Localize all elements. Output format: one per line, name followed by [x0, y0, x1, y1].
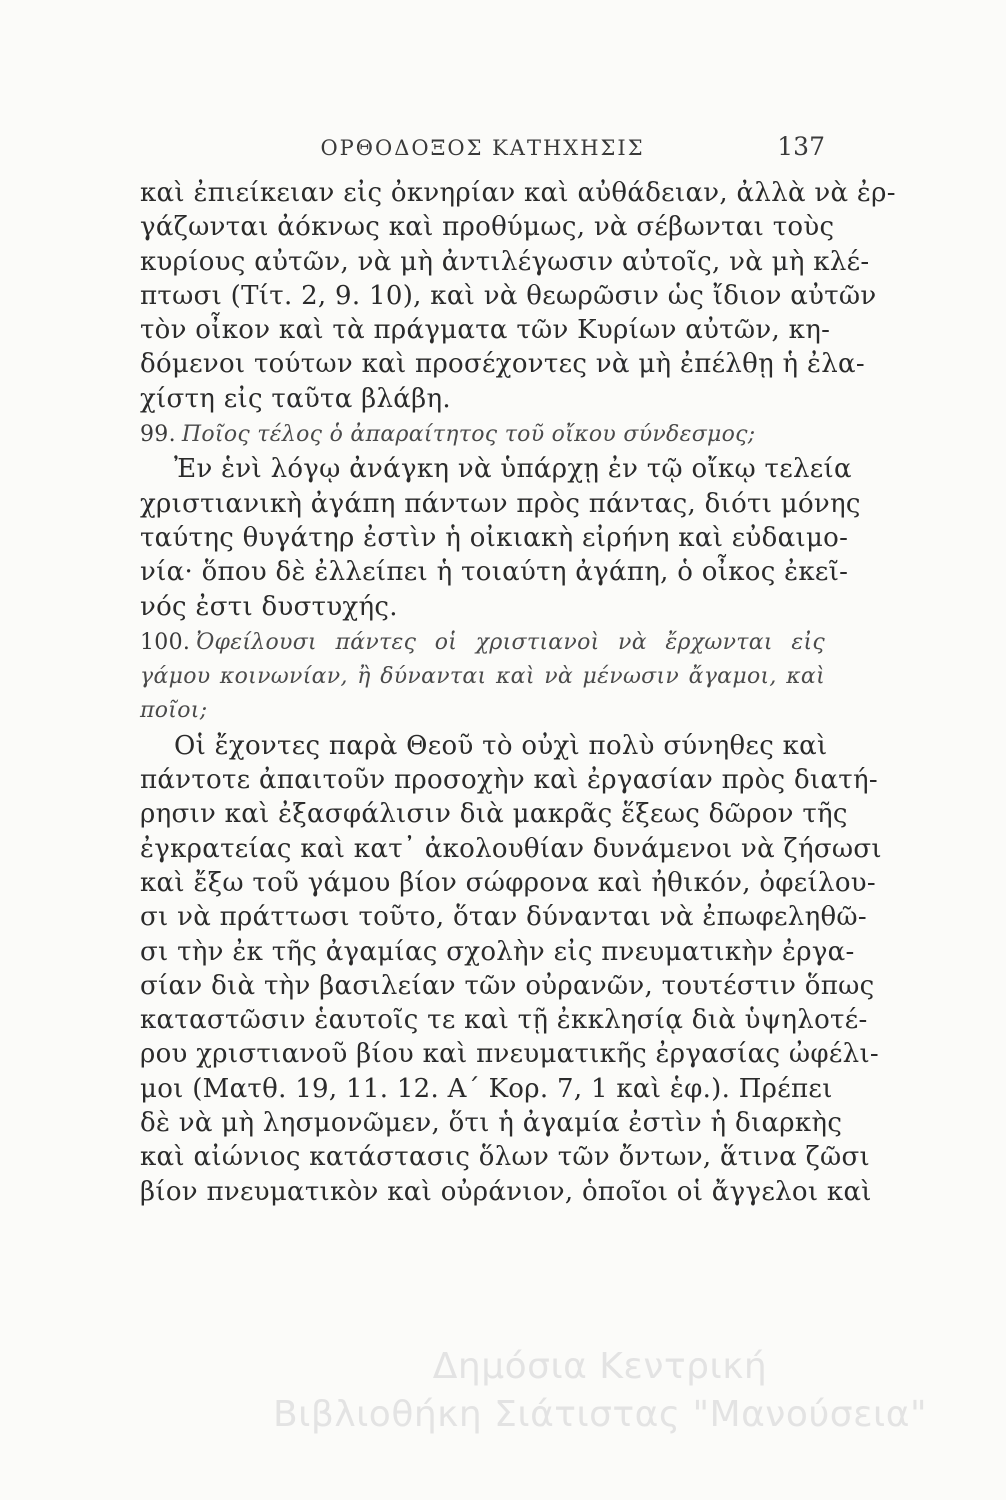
question-100 [140, 624, 825, 660]
answer-line: δὲ νὰ μὴ λησμονῶμεν, ὅτι ἡ ἀγαμία ἐστὶν ἡ διαρκὴς [140, 1108, 843, 1139]
running-title: ΟΡΘΟΔΟΞΟΣ ΚΑΤΗΧΗΣΙΣ [320, 136, 645, 160]
answer-line: Ἐν ἑνὶ λόγῳ ἀνάγκη νὰ ὑπάρχῃ ἐν τῷ οἴκῳ τελεία [174, 454, 852, 485]
answer-line: νός ἐστι δυστυχής. [140, 591, 398, 622]
question-text: γάμου κοινωνίαν, ἢ δύνανται καὶ νὰ μένωσιν ἄγαμοι, καὶ [140, 664, 825, 690]
answer-line: ρου χριστιανοῦ βίου καὶ πνευματικῆς ἐργασίας ὠφέλι- [140, 1039, 880, 1070]
question-99 [140, 416, 825, 452]
answer-line: σι τὴν ἐκ τῆς ἀγαμίας σχολὴν εἰς πνευματικὴν ἐργα- [140, 936, 855, 967]
answer-line: πάντοτε ἀπαιτοῦν προσοχὴν καὶ ἐργασίαν πρὸς διατή- [140, 765, 878, 796]
text-line: κυρίους αὐτῶν, νὰ μὴ ἀντιλέγωσιν αὐτοῖς, νὰ μὴ κλέ- [140, 246, 870, 277]
text-line: γάζωνται ἀόκνως καὶ προθύμως, νὰ σέβωνται τοὺς [140, 212, 835, 243]
answer-line: καὶ αἰώνιος κατάστασις ὅλων τῶν ὄντων, ἅτινα ζῶσι [140, 1142, 871, 1173]
answer-line: καταστῶσιν ἑαυτοῖς τε καὶ τῇ ἐκκλησίᾳ διὰ ὑψηλοτέ- [140, 1005, 868, 1036]
answer-line: σίαν διὰ τὴν βασιλείαν τῶν οὐρανῶν, τουτέστιν ὅπως [140, 970, 875, 1001]
answer-line: ἐγκρατείας καὶ κατ᾽ ἀκολουθίαν δυνάμενοι νὰ ζήσωσι [140, 833, 882, 864]
library-watermark-line-2: Βιβλιοθήκη Σιάτιστας "Μανούσεια" [272, 1394, 928, 1435]
page-header [140, 128, 825, 168]
page-number: 137 [777, 132, 825, 161]
question-number: 100. [140, 629, 191, 655]
answer-line: ταύτης θυγάτηρ ἐστὶν ἡ οἰκιακὴ εἰρήνη καὶ εὐδαιμο- [140, 522, 849, 553]
text-line: πτωσι (Τίτ. 2, 9. 10), καὶ νὰ θεωρῶσιν ὡς ἴδιον αὐτῶν [140, 280, 877, 311]
answer-line: Οἱ ἔχοντες παρὰ Θεοῦ τὸ οὐχὶ πολὺ σύνηθες καὶ [174, 730, 828, 761]
answer-line: ρησιν καὶ ἐξασφάλισιν διὰ μακρᾶς ἕξεως δῶρον τῆς [140, 799, 848, 830]
question-number: 99. [140, 422, 176, 448]
text-line: δόμενοι τούτων καὶ προσέχοντες νὰ μὴ ἐπέλθῃ ἡ ἐλα- [140, 349, 865, 380]
text-line: χίστη εἰς ταῦτα βλάβη. [140, 383, 451, 414]
question-text: Ποῖος τέλος ὁ ἀπαραίτητος τοῦ οἴκου σύνδεσμος; [181, 422, 756, 448]
library-watermark-line-1: Δημόσια Κεντρική [432, 1346, 768, 1387]
answer-line: μοι (Ματθ. 19, 11. 12. Α΄ Κορ. 7, 1 καὶ ἑφ.). Πρέπει [140, 1073, 833, 1104]
answer-line: νία· ὅπου δὲ ἐλλείπει ἡ τοιαύτη ἀγάπη, ὁ οἶκος ἐκεῖ- [140, 557, 849, 588]
answer-line: χριστιανικὴ ἀγάπη πάντων πρὸς πάντας, διότι μόνης [140, 488, 861, 519]
text-line: καὶ ἐπιείκειαν εἰς ὀκνηρίαν καὶ αὐθάδειαν, ἀλλὰ νὰ ἐρ- [140, 178, 896, 208]
answer-line: σι νὰ πράττωσι τοῦτο, ὅταν δύνανται νὰ ἐπωφεληθῶ- [140, 902, 867, 933]
question-text: ποῖοι; [140, 698, 208, 724]
answer-line: καὶ ἔξω τοῦ γάμου βίον σώφρονα καὶ ἠθικόν, ὀφείλου- [140, 867, 876, 898]
text-line: τὸν οἶκον καὶ τὰ πράγματα τῶν Κυρίων αὐτῶν, κη- [140, 315, 831, 346]
question-text: Ὀφείλουσι πάντες οἱ χριστιανοὶ νὰ ἔρχωνται εἰς [196, 629, 825, 655]
body-text [140, 176, 896, 1209]
answer-line: βίον πνευματικὸν καὶ οὐράνιον, ὁποῖοι οἱ ἄγγελοι καὶ [140, 1176, 872, 1207]
